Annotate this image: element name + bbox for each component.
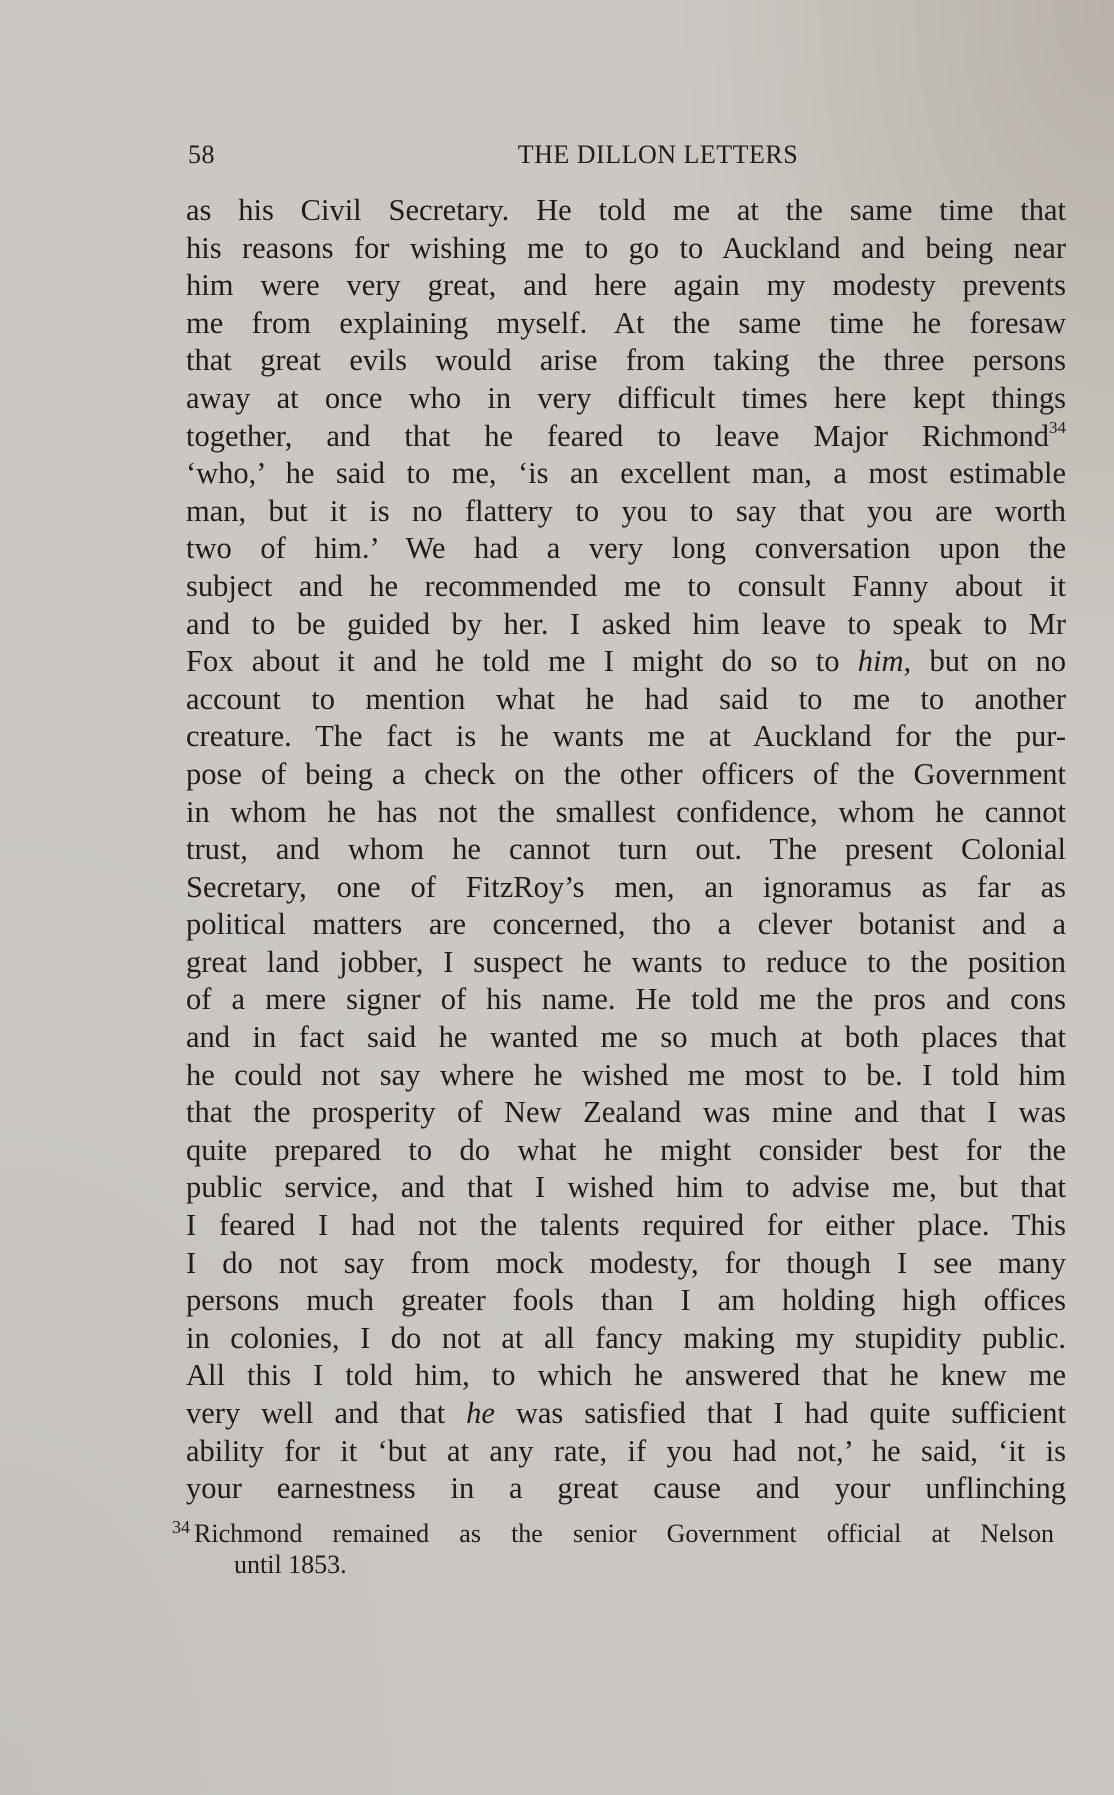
italic-text: him,	[857, 644, 912, 679]
text-line: creature. The fact is he wants me at Auckland for the pur-	[186, 719, 1066, 754]
text-line: quite prepared to do what he might consider best for the	[186, 1132, 1066, 1167]
text-segment: Fox about it and he told me I might do so to	[186, 644, 858, 679]
text-line: as his Civil Secretary. He told me at the same time that	[186, 193, 1066, 227]
footnote	[172, 1518, 1054, 1580]
text-line: and to be guided by her. I asked him leave to speak to Mr	[186, 606, 1066, 641]
text-line	[186, 418, 1066, 456]
text-line: he could not say where he wished me most to be. I told him	[186, 1057, 1066, 1092]
footnote-line: until 1853.	[234, 1550, 347, 1579]
text-line: me from explaining myself. At the same time he foresaw	[186, 305, 1066, 340]
text-line: your earnestness in a great cause and your unflinching	[186, 1471, 1066, 1506]
text-line	[186, 643, 1066, 681]
footnote-text: Richmond remained as the senior Government official at Nelson	[194, 1519, 1054, 1548]
text-line: man, but it is no flattery to you to say that you are worth	[186, 493, 1066, 528]
text-line: trust, and whom he cannot turn out. The present Colonial	[186, 832, 1066, 867]
text-line: I do not say from mock modesty, for though I see many	[186, 1245, 1066, 1280]
text-line: great land jobber, I suspect he wants to reduce to the position	[186, 944, 1066, 979]
text-line: and in fact said he wanted me so much at both places that	[186, 1020, 1066, 1055]
italic-text: he	[466, 1396, 495, 1430]
text-line: of a mere signer of his name. He told me the pros and cons	[186, 982, 1066, 1017]
text-line: account to mention what he had said to me to another	[186, 681, 1066, 716]
page-number: 58	[188, 140, 215, 169]
text-segment: very well and that	[186, 1396, 467, 1430]
text-segment: but on no	[911, 644, 1066, 679]
text-line: political matters are concerned, tho a clever botanist and a	[186, 907, 1066, 942]
text-line: that great evils would arise from taking the three persons	[186, 343, 1066, 378]
text-line: in whom he has not the smallest confidence, whom he cannot	[186, 794, 1066, 829]
text-line: in colonies, I do not at all fancy making my stupidity public.	[186, 1320, 1066, 1355]
text-line: persons much greater fools than I am holding high offices	[186, 1283, 1066, 1318]
footnote-line	[172, 1518, 1054, 1549]
text-line: him were very great, and here again my modesty prevents	[186, 268, 1066, 303]
text-line: his reasons for wishing me to go to Auckland and being near	[186, 230, 1066, 265]
text-segment: was satisfied that I had quite sufficient	[494, 1396, 1066, 1430]
text-line: pose of being a check on the other officers of the Government	[186, 756, 1066, 791]
text-line: two of him.’ We had a very long conversation upon the	[186, 531, 1066, 566]
running-title: THE DILLON LETTERS	[517, 140, 799, 169]
text-line: public service, and that I wished him to advise me, but that	[186, 1170, 1066, 1205]
text-line: subject and he recommended me to consult Fanny about it	[186, 568, 1066, 603]
text-line: that the prosperity of New Zealand was mine and that I was	[186, 1095, 1066, 1130]
text-line: ‘who,’ he said to me, ‘is an excellent man, a most estimable	[186, 456, 1066, 491]
text-line: I feared I had not the talents required for either place. This	[186, 1208, 1066, 1243]
text-line: away at once who in very difficult times here kept things	[186, 380, 1066, 415]
text-line: All this I told him, to which he answered that he knew me	[186, 1358, 1066, 1393]
text-segment: together, and that he feared to leave Major Richmond	[186, 418, 1049, 453]
text-line: Secretary, one of FitzRoy’s men, an ignoramus as far as	[186, 869, 1066, 904]
text-line	[186, 1395, 1066, 1433]
body-text	[186, 192, 1066, 1508]
text-line: ability for it ‘but at any rate, if you had not,’ he said, ‘it is	[186, 1433, 1066, 1468]
running-head	[188, 140, 1068, 174]
footnote-reference: 34	[1049, 417, 1066, 437]
footnote-mark: 34	[172, 1517, 190, 1537]
